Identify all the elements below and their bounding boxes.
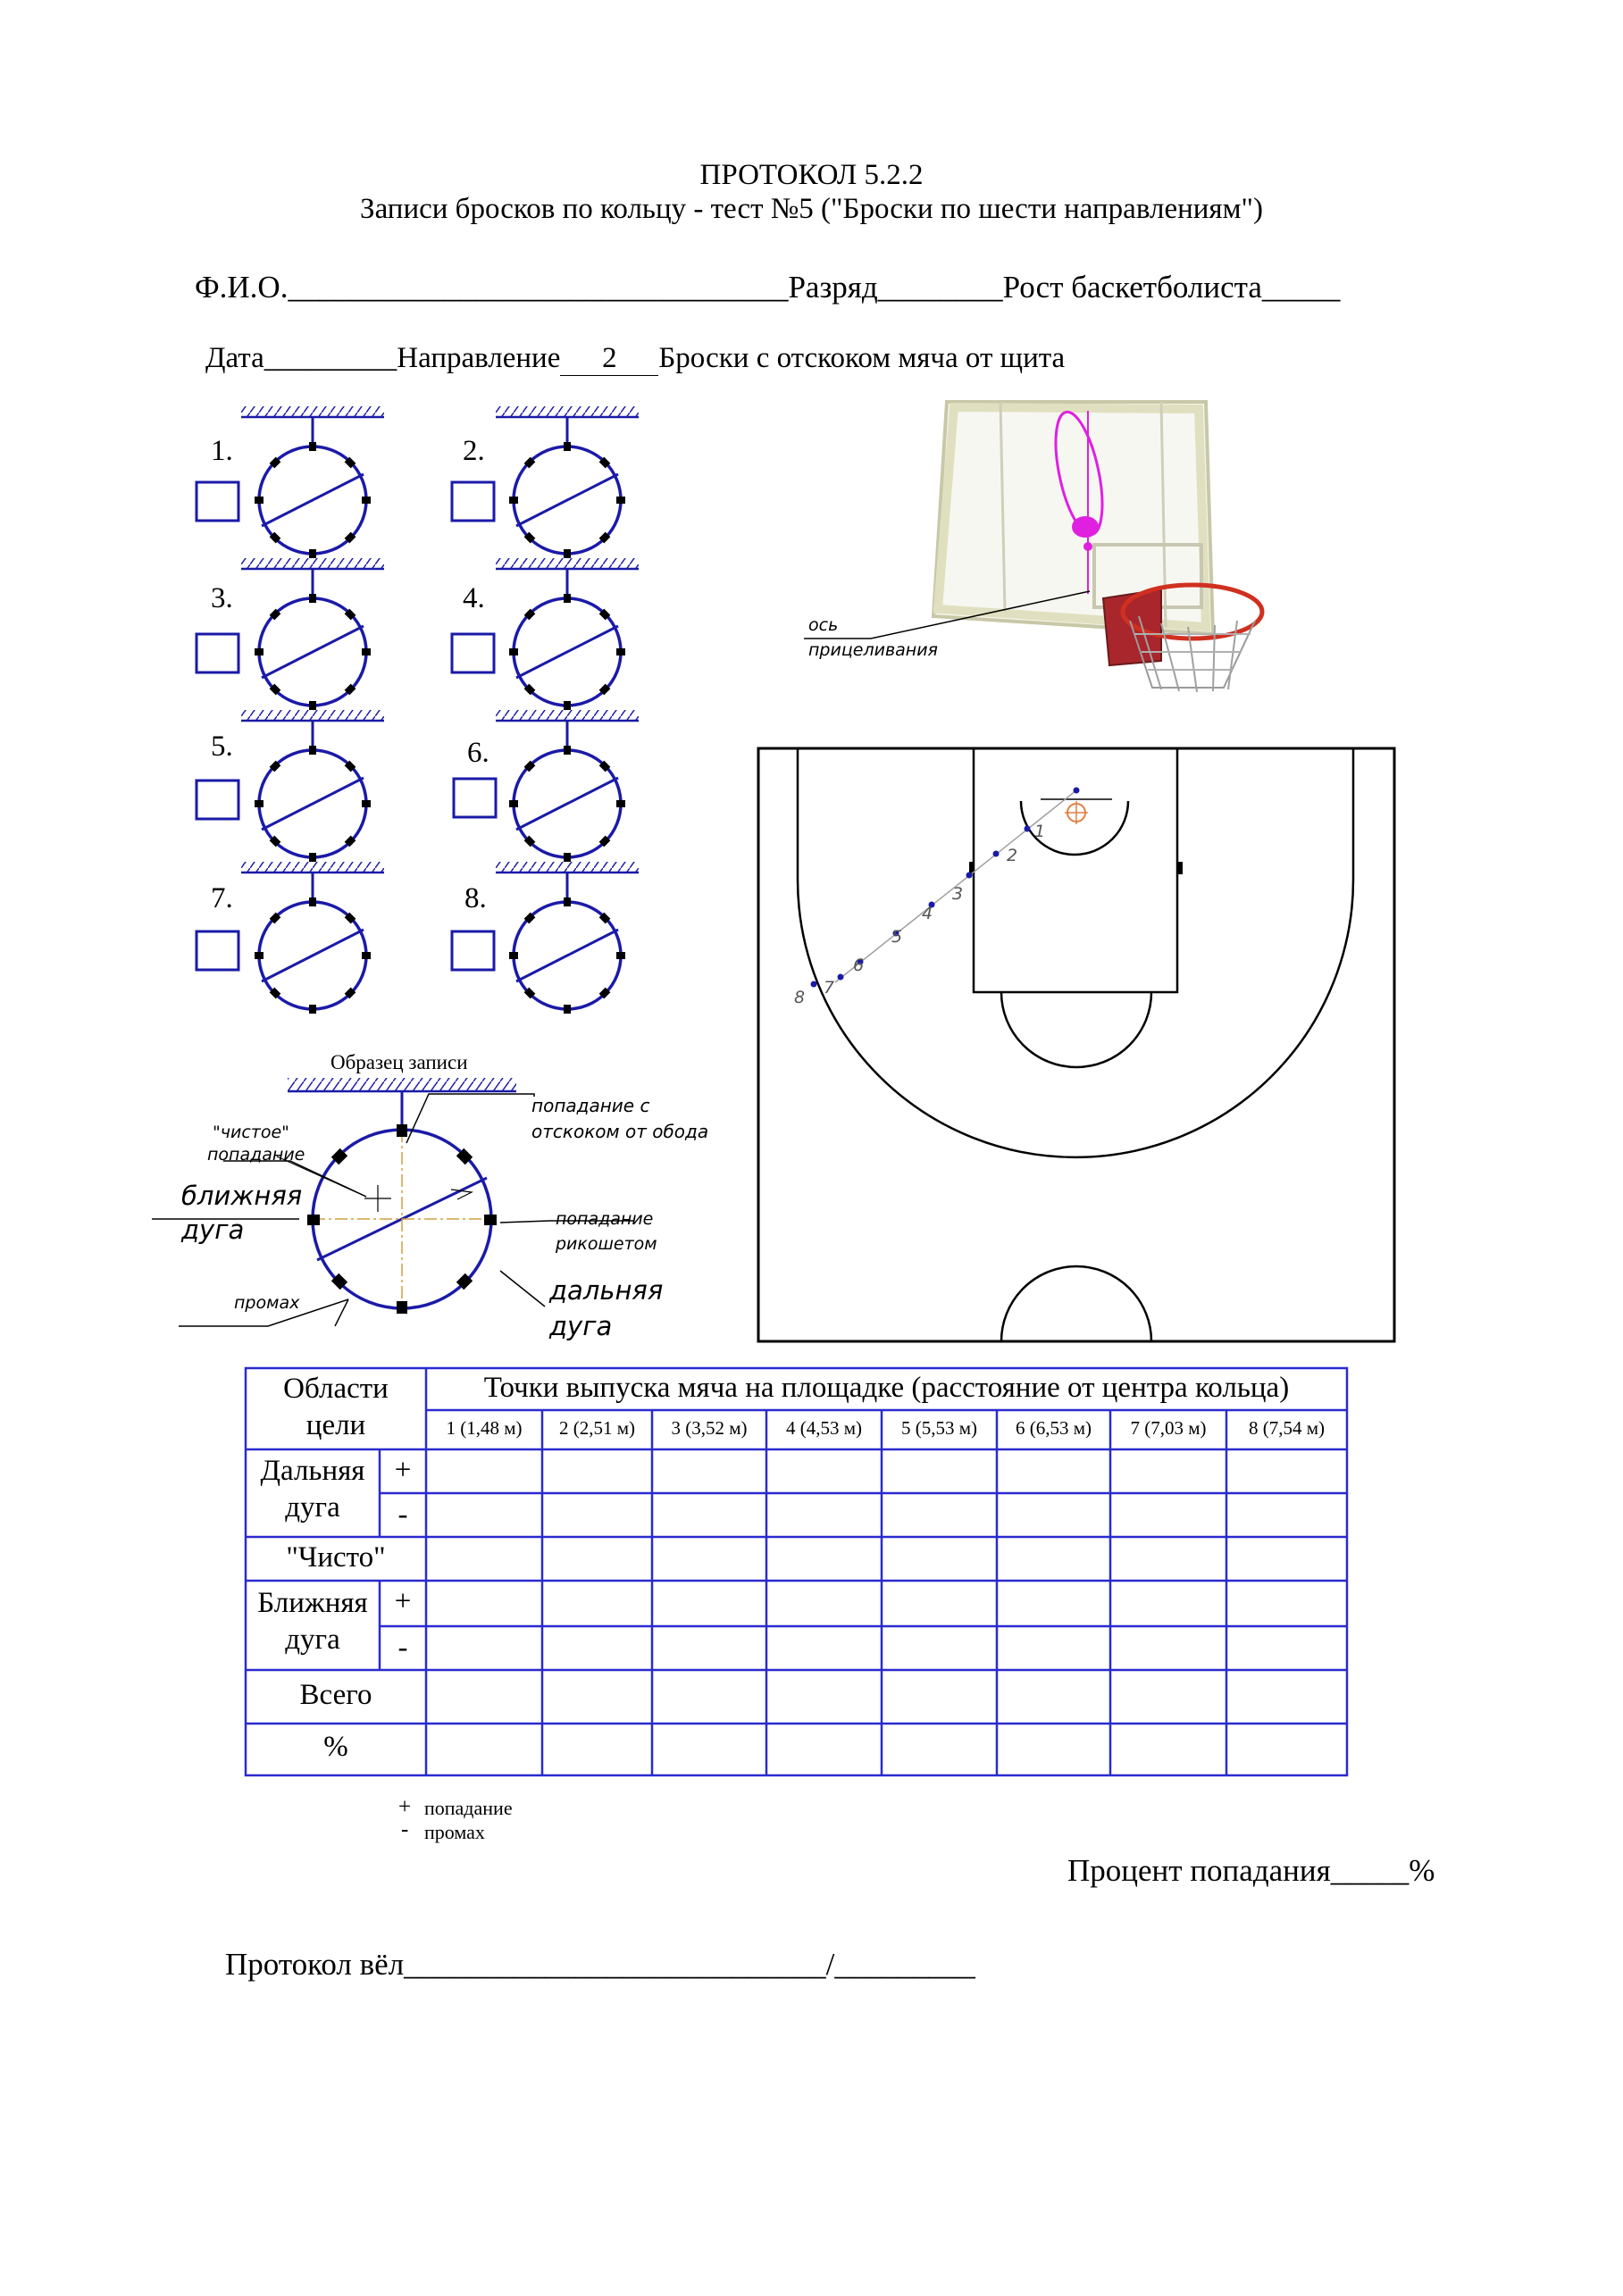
table-column-header: 7 (7,03 м) xyxy=(1130,1417,1207,1439)
label-miss: промах xyxy=(234,1293,300,1313)
court-point-label: 5 xyxy=(891,927,903,947)
legend-plus-sign: + xyxy=(398,1795,412,1819)
diagram-number: 2. xyxy=(463,435,485,467)
label-far: дальняя xyxy=(549,1275,664,1306)
label-rim-hit: попадание с xyxy=(531,1095,650,1116)
hit-percent-line: Процент попадания_____% xyxy=(1067,1853,1435,1888)
label-clean-hit: попадание xyxy=(207,1145,305,1165)
table-column-header: 2 (2,51 м) xyxy=(558,1417,636,1439)
table-areas-label: Области xyxy=(283,1373,389,1405)
row-sign-plus: + xyxy=(394,1585,412,1617)
table-points-header: Точки выпуска мяча на площадке (расстояние от центра кольца) xyxy=(483,1372,1290,1404)
diagram-number: 6. xyxy=(467,737,489,769)
direction-description: Броски с отскоком мяча от щита xyxy=(658,342,1066,374)
table-column-header: 1 (1,48 м) xyxy=(446,1417,523,1439)
label-near-arc: дуга xyxy=(181,1215,245,1245)
row-label-near-2: дуга xyxy=(285,1624,340,1656)
row-label-far-2: дуга xyxy=(285,1491,340,1524)
legend-minus: промах xyxy=(424,1821,485,1843)
label-rim-hit-2: отскоком от обода xyxy=(531,1121,709,1142)
table-column-header: 6 (6,53 м) xyxy=(1015,1417,1092,1439)
table-column-header: 4 (4,53 м) xyxy=(785,1417,863,1439)
fio-line: Ф.И.О.________________________________Разряд________Рост баскетболиста_____ xyxy=(195,270,1341,305)
label-near: ближняя xyxy=(181,1181,303,1211)
label-clean: "чистое" xyxy=(213,1123,289,1142)
page-subtitle: Записи бросков по кольцу - тест №5 ("Броски по шести направлениям") xyxy=(360,193,1263,225)
label-far-arc: дуга xyxy=(549,1311,613,1341)
axis-label-2: прицеливания xyxy=(808,640,938,660)
diagram-number: 4. xyxy=(463,582,485,614)
label-ricochet: попадание xyxy=(556,1209,654,1229)
row-sign-plus: + xyxy=(394,1454,412,1486)
diagram-number: 5. xyxy=(211,731,233,763)
diagram-number: 1. xyxy=(211,435,233,467)
row-label-total: Всего xyxy=(299,1679,372,1711)
sample-title: Образец записи xyxy=(330,1051,468,1073)
label-ricochet-2: рикошетом xyxy=(556,1234,657,1254)
legend-minus-sign: - xyxy=(401,1817,409,1841)
diagram-number: 8. xyxy=(464,882,487,914)
row-label-percent: % xyxy=(323,1731,348,1763)
court-point-label: 8 xyxy=(794,988,806,1007)
date-direction-label: Дата_________Направление xyxy=(205,342,561,374)
legend-plus: попадание xyxy=(424,1797,513,1819)
diagram-number: 7. xyxy=(211,882,233,914)
row-label-near: Ближняя xyxy=(257,1587,368,1619)
diagram-number: 3. xyxy=(211,582,233,614)
axis-label: ось xyxy=(808,615,839,635)
table-column-header: 5 (5,53 м) xyxy=(900,1417,978,1439)
table-column-header: 3 (3,52 м) xyxy=(671,1417,748,1439)
page-title: ПРОТОКОЛ 5.2.2 xyxy=(699,159,924,191)
court-point-label: 7 xyxy=(824,978,835,998)
row-sign-minus: - xyxy=(397,1632,408,1664)
conductor-line: Протокол вёл___________________________/_________ xyxy=(225,1947,975,1982)
court-point-label: 4 xyxy=(922,904,933,923)
court-point-label: 3 xyxy=(952,884,964,904)
row-label-far: Дальняя xyxy=(260,1455,365,1487)
row-sign-minus: - xyxy=(397,1499,408,1531)
court-point-label: 2 xyxy=(1007,846,1018,865)
table-areas-label-2: цели xyxy=(305,1409,366,1441)
court-point-label: 6 xyxy=(853,956,865,975)
row-label-clean: "Чисто" xyxy=(286,1541,386,1574)
court-point-label: 1 xyxy=(1034,822,1046,841)
table-column-header: 8 (7,54 м) xyxy=(1248,1417,1326,1439)
direction-number: 2 xyxy=(602,342,617,374)
